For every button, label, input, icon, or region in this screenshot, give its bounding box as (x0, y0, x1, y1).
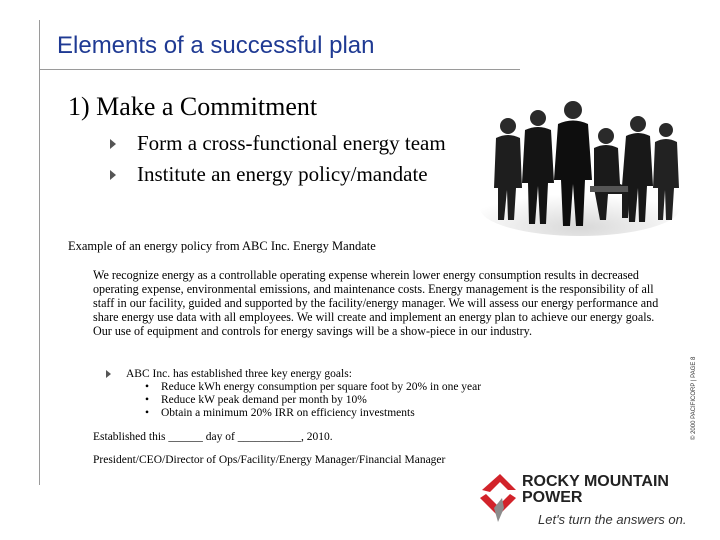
logo-name-line: ROCKY MOUNTAIN (522, 473, 669, 490)
business-team-image (478, 88, 683, 238)
goal-text: Reduce kWh energy consumption per square foot by 20% in one year (161, 381, 482, 393)
goal-text: Reduce kW peak demand per month by 10% (161, 394, 367, 406)
arrow-bullet-icon (106, 370, 111, 378)
logo-tagline: Let's turn the answers on. (538, 512, 687, 527)
bullet-item (110, 131, 446, 156)
bullet-text: Institute an energy policy/mandate (137, 162, 428, 186)
dot-bullet-icon: • (145, 381, 150, 393)
logo-name-line: POWER (522, 489, 583, 506)
slide-title: Elements of a successful plan (57, 32, 375, 59)
goal-item (145, 394, 367, 406)
copyright-notice: © 2000 PACIFICORP | PAGE 8 (691, 356, 697, 440)
bullet-item (110, 162, 428, 187)
arrow-bullet-icon (110, 170, 116, 180)
goals-intro-text: ABC Inc. has established three key energy goals: (126, 368, 352, 380)
goal-text: Obtain a minimum 20% IRR on efficiency investments (161, 407, 415, 419)
bullet-text: Form a cross-functional energy team (137, 131, 446, 155)
goal-item (145, 381, 481, 393)
dot-bullet-icon: • (145, 407, 150, 419)
goal-item (145, 407, 415, 419)
logo-wordmark (522, 474, 669, 506)
arrow-bullet-icon (110, 139, 116, 149)
dot-bullet-icon: • (145, 394, 150, 406)
left-rule (39, 20, 40, 485)
example-caption: Example of an energy policy from ABC Inc. Energy Mandate (68, 239, 376, 253)
goals-intro (106, 368, 352, 380)
section-heading: 1) Make a Commitment (68, 92, 318, 121)
established-line: Established this ______ day of ___________, 2010. (93, 431, 333, 443)
policy-statement: We recognize energy as a controllable operating expense wherein lower energy consumption results in decreased operating expense, environmental emissions, and maintenance costs. Energy management is the responsibility of all staff in our facility, guided and supported by the facility/energy manager. We will assess our energy performance and share energy use data with all employees. We will create and implement an energy plan to achieve our energy goals. Our use of equipment and controls for energy savings will be a show-piece in our industry. (93, 268, 659, 338)
signature-line: President/CEO/Director of Ops/Facility/Energy Manager/Financial Manager (93, 454, 446, 466)
title-rule (39, 69, 520, 70)
